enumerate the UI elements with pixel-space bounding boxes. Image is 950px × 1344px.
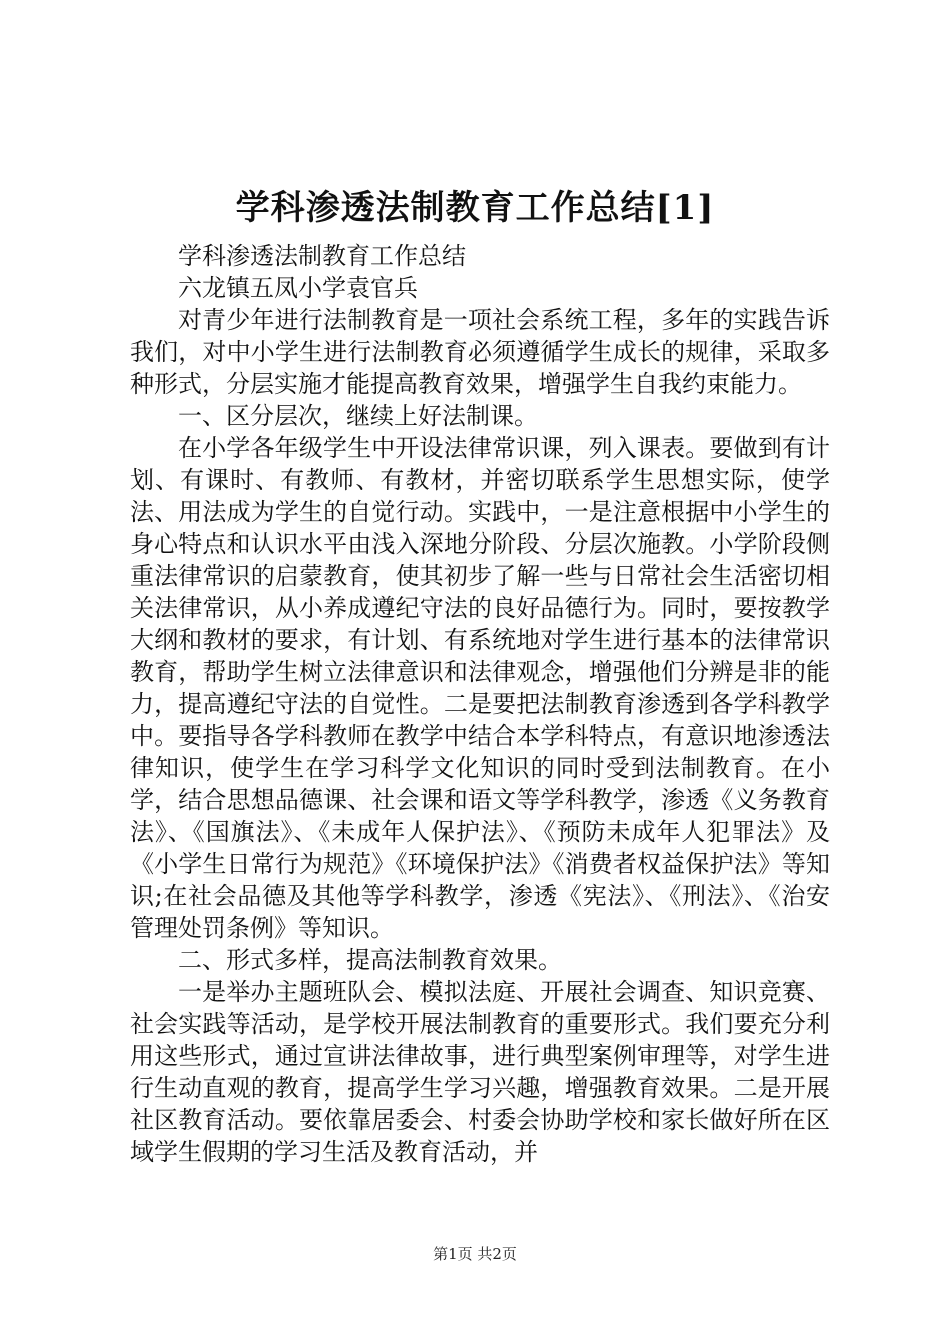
section-2-paragraph: 一是举办主题班队会、模拟法庭、开展社会调查、知识竞赛、社会实践等活动，是学校开展法制教育的重要形式。我们要充分利用这些形式，通过宣讲法律故事，进行典型案例审理等，对学生进行生动直观的教育，提高学生学习兴趣，增强教育效果。二是开展社区教育活动。要依靠居委会、村委会协助学校和家长做好所在区域学生假期的学习生活及教育活动，并 (130, 978, 830, 1166)
section-heading-1: 一、区分层次，继续上好法制课。 (178, 402, 538, 430)
section-heading-2: 二、形式多样，提高法制教育效果。 (178, 946, 562, 974)
page-footer: 第1页 共2页 (433, 1245, 517, 1263)
document-body (130, 240, 830, 1168)
intro-paragraph: 对青少年进行法制教育是一项社会系统工程，多年的实践告诉我们，对中小学生进行法制教育必须遵循学生成长的规律，采取多种形式，分层实施才能提高教育效果，增强学生自我约束能力。 (130, 306, 830, 398)
section-1-paragraph: 在小学各年级学生中开设法律常识课，列入课表。要做到有计划、有课时、有教师、有教材，并密切联系学生思想实际，使学法、用法成为学生的自觉行动。实践中，一是注意根据中小学生的身心特点和认识水平由浅入深地分阶段、分层次施教。小学阶段侧重法律常识的启蒙教育，使其初步了解一些与日常社会生活密切相关法律常识，从小养成遵纪守法的良好品德行为。同时，要按教学大纲和教材的要求，有计划、有系统地对学生进行基本的法律常识教育，帮助学生树立法律意识和法律观念，增强他们分辨是非的能力，提高遵纪守法的自觉性。二是要把法制教育渗透到各学科教学中。要指导各学科教师在教学中结合本学科特点，有意识地渗透法律知识，使学生在学习科学文化知识的同时受到法制教育。在小学，结合思想品德课、社会课和语文等学科教学，渗透《义务教育法》、《国旗法》、《未成年人保护法》、《预防未成年人犯罪法》及《小学生日常行为规范》《环境保护法》《消费者权益保护法》等知识;在社会品德及其他等学科教学，渗透《宪法》、《刑法》、《治安管理处罚条例》等知识。 (130, 434, 830, 942)
subtitle: 学科渗透法制教育工作总结 (178, 242, 466, 270)
author-line: 六龙镇五凤小学袁官兵 (178, 274, 418, 302)
document-title: 学科渗透法制教育工作总结[1] (235, 188, 715, 228)
